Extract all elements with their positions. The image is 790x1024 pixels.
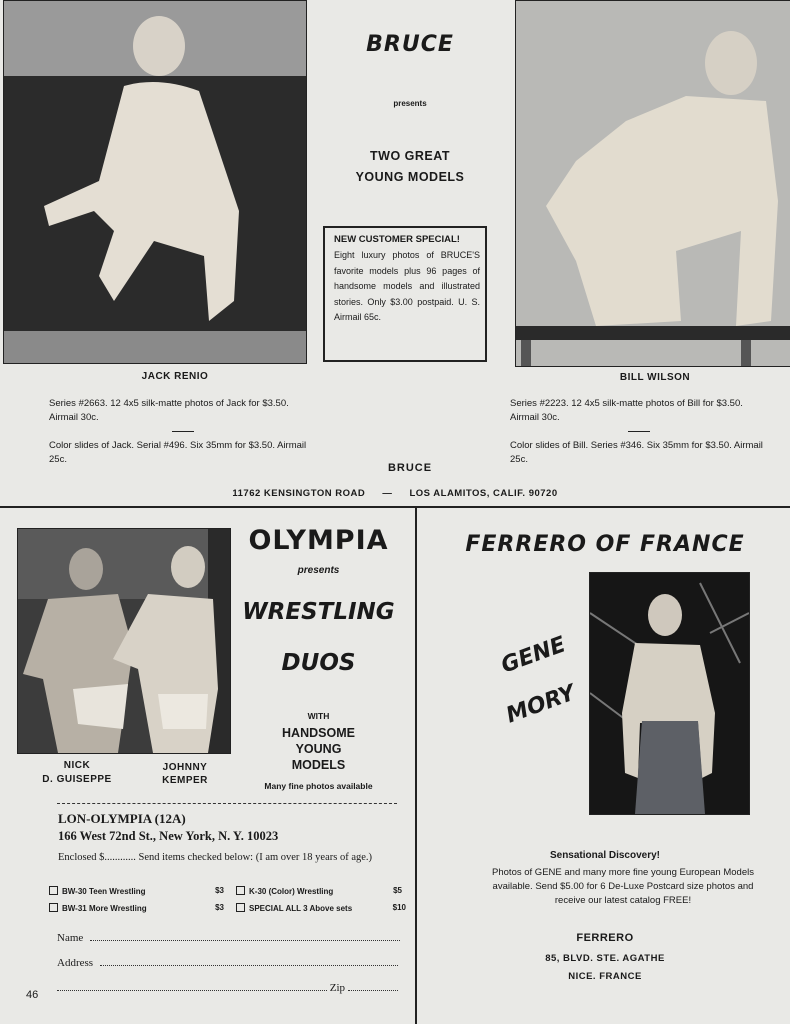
- bill-divider: [628, 431, 650, 432]
- order-title: LON-OLYMPIA (12A): [58, 811, 186, 826]
- olympia-sub-2: YOUNG: [295, 742, 342, 756]
- name-label: Name: [57, 932, 84, 944]
- address-street: 11762 KENSINGTON ROAD: [232, 488, 366, 499]
- bill-wilson-name: BILL WILSON: [619, 372, 691, 383]
- jack-renio-name: JACK RENIO: [141, 371, 209, 382]
- model-johnny-line1: JOHNNY: [162, 762, 208, 773]
- special-title: NEW CUSTOMER SPECIAL!: [334, 234, 460, 245]
- olympia-many-photos: Many fine photos available: [264, 781, 373, 791]
- item-2-price: $5: [393, 886, 402, 895]
- olympia-sub-3: MODELS: [291, 758, 346, 772]
- checkbox-k30[interactable]: [236, 886, 245, 895]
- address-city: LOS ALAMITOS, CALIF. 90720: [409, 488, 558, 499]
- bruce-footer-brand: BRUCE: [387, 462, 433, 474]
- model-gene: GENE: [498, 632, 570, 679]
- item-3-price: $3: [215, 903, 224, 912]
- order-item-3[interactable]: [49, 903, 224, 913]
- bruce-presents: presents: [393, 99, 427, 108]
- address-field[interactable]: [100, 965, 398, 966]
- bill-slides-text: Color slides of Bill. Series #346. Six 35mm for $3.50. Airmail 25c.: [510, 440, 763, 465]
- address-label: Address: [57, 957, 94, 969]
- ferrero-company: FERRERO: [576, 932, 634, 944]
- bruce-logo: BRUCE: [366, 32, 454, 57]
- checkbox-bw31[interactable]: [49, 903, 58, 912]
- coupon-dashed-line: [57, 803, 397, 804]
- city-field[interactable]: [57, 990, 327, 991]
- model-nick-line1: NICK: [63, 760, 91, 771]
- bruce-headline-1: TWO GREAT: [370, 149, 450, 163]
- zip-field[interactable]: [348, 990, 398, 991]
- olympia-title-2: DUOS: [281, 650, 356, 676]
- jack-series-text: Series #2663. 12 4x5 silk-matte photos of Jack for $3.50. Airmail 30c.: [49, 398, 289, 423]
- model-johnny-line2: KEMPER: [162, 775, 208, 786]
- address-field-row[interactable]: [57, 957, 407, 969]
- ferrero-logo: FERRERO OF FRANCE: [465, 532, 745, 557]
- order-item-1[interactable]: [49, 886, 224, 896]
- ferrero-body: Photos of GENE and many more fine young European Models available. Send $5.00 for 6 De-Luxe Postcard size photos and receive our latest catalog FREE!: [492, 867, 754, 906]
- ferrero-city: NICE. FRANCE: [568, 971, 642, 982]
- bill-series-text: Series #2223. 12 4x5 silk-matte photos of Bill for $3.50. Airmail 30c.: [510, 398, 743, 423]
- zip-field-row[interactable]: [57, 982, 407, 994]
- zip-label: Zip: [329, 982, 346, 994]
- photo-gene-mory: [589, 572, 750, 815]
- section-divider-vertical: [415, 508, 417, 1024]
- photo-jack-renio: [3, 0, 307, 364]
- item-4-label: SPECIAL ALL 3 Above sets: [249, 904, 353, 913]
- photo-bill-wilson: [515, 0, 790, 367]
- page-number: 46: [26, 989, 39, 1001]
- name-field[interactable]: [90, 940, 400, 941]
- model-nick-line2: D. GUISEPPE: [42, 774, 112, 785]
- order-item-2[interactable]: [236, 886, 402, 896]
- jack-slides-text: Color slides of Jack. Serial #496. Six 35mm for $3.50. Airmail 25c.: [49, 440, 307, 465]
- order-item-4[interactable]: [236, 903, 406, 913]
- checkbox-special[interactable]: [236, 903, 245, 912]
- olympia-title-1: WRESTLING: [242, 599, 395, 625]
- new-customer-special-box: [323, 226, 487, 362]
- item-1-price: $3: [215, 886, 224, 895]
- ferrero-discovery: Sensational Discovery!: [549, 850, 661, 861]
- order-enclosed: Enclosed $............ Send items checked below: (I am over 18 years of age.): [58, 852, 373, 863]
- section-divider-horizontal: [0, 506, 790, 508]
- olympia-with: WITH: [307, 711, 330, 721]
- olympia-presents: presents: [297, 565, 340, 576]
- photo-wrestling-duo: [17, 528, 231, 754]
- bruce-headline-2: YOUNG MODELS: [355, 170, 465, 184]
- jack-divider: [172, 431, 194, 432]
- item-3-label: BW-31 More Wrestling: [62, 904, 147, 913]
- item-4-price: $10: [392, 903, 406, 912]
- name-field-row[interactable]: [57, 932, 407, 944]
- address-dash: —: [382, 488, 393, 499]
- item-1-label: BW-30 Teen Wrestling: [62, 887, 146, 896]
- olympia-logo: OLYMPIA: [248, 525, 389, 556]
- item-2-label: K-30 (Color) Wrestling: [249, 887, 334, 896]
- special-body: Eight luxury photos of BRUCE'S favorite models plus 96 pages of handsome models and illustrated stories. Only $3.00 postpaid. U. S. Airmail 65c.: [334, 250, 480, 322]
- bruce-address: [0, 488, 790, 499]
- checkbox-bw30[interactable]: [49, 886, 58, 895]
- ferrero-street: 85, BLVD. STE. AGATHE: [545, 953, 665, 964]
- olympia-sub-1: HANDSOME: [282, 726, 355, 740]
- order-address: 166 West 72nd St., New York, N. Y. 10023: [58, 829, 279, 843]
- model-mory: MORY: [503, 680, 579, 729]
